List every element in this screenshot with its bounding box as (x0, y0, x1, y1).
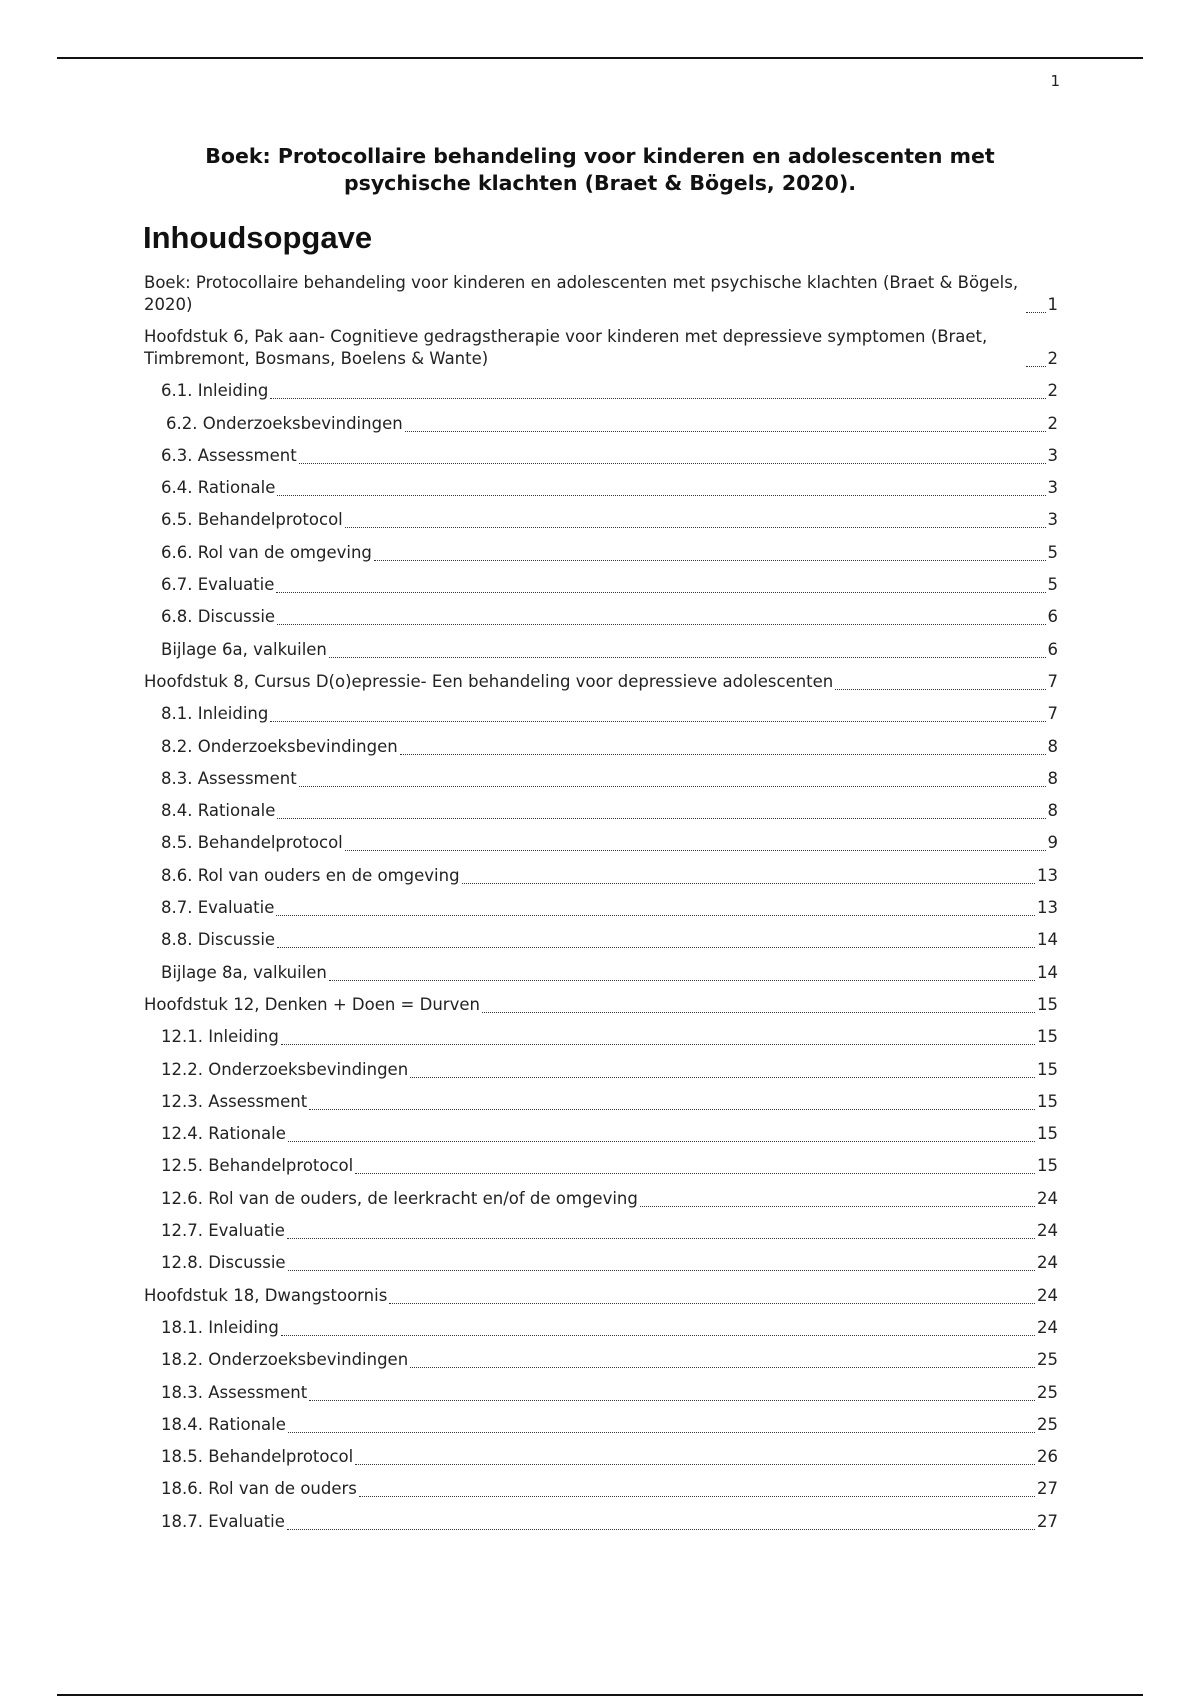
toc-entry-title: 18.5. Behandelprotocol (161, 1447, 354, 1467)
toc-entry-page: 5 (1047, 575, 1058, 595)
toc-entry-title: 18.4. Rationale (161, 1414, 286, 1434)
toc-entry-page: 13 (1037, 865, 1058, 885)
toc-entry[interactable] (144, 473, 1058, 505)
toc-entry[interactable] (144, 1442, 1058, 1474)
toc-entry[interactable] (144, 602, 1058, 634)
toc-entry-page: 15 (1037, 1156, 1058, 1176)
toc-entry-title: 6.1. Inleiding (161, 381, 269, 401)
toc-entry-page: 24 (1037, 1253, 1058, 1273)
toc-entry-page: 15 (1037, 1091, 1058, 1111)
toc-entry[interactable] (144, 634, 1058, 666)
toc-entry[interactable] (144, 1280, 1058, 1312)
toc-entry[interactable] (144, 408, 1058, 440)
dot-leader (309, 1400, 1035, 1401)
toc-entry-page: 15 (1037, 1124, 1058, 1144)
dot-leader (287, 1529, 1035, 1530)
toc-entry[interactable] (144, 1410, 1058, 1442)
toc-entry[interactable] (144, 1313, 1058, 1345)
toc-entry-title: 8.5. Behandelprotocol (161, 833, 343, 853)
toc-entry[interactable] (144, 731, 1058, 763)
toc-entry[interactable] (144, 537, 1058, 569)
dot-leader (355, 1464, 1035, 1465)
toc-entry[interactable] (144, 376, 1058, 408)
toc-entry-title: 8.6. Rol van ouders en de omgeving (161, 865, 460, 885)
toc-entry-title: 12.2. Onderzoeksbevindingen (161, 1059, 409, 1079)
dot-leader (277, 624, 1045, 625)
dot-leader (410, 1367, 1035, 1368)
toc-entry-title: 18.6. Rol van de ouders (161, 1479, 357, 1499)
toc-entry-page: 8 (1047, 801, 1058, 821)
toc-entry-title: 8.2. Onderzoeksbevindingen (161, 736, 398, 756)
toc-entry-page: 27 (1037, 1479, 1058, 1499)
toc-heading: Inhoudsopgave (143, 220, 373, 255)
toc-entry[interactable] (144, 322, 1058, 376)
toc-entry[interactable] (144, 1151, 1058, 1183)
toc-entry-title: 6.5. Behandelprotocol (161, 510, 343, 530)
toc-entry-page: 24 (1037, 1188, 1058, 1208)
toc-entry[interactable] (144, 1377, 1058, 1409)
dot-leader (276, 592, 1045, 593)
toc-entry-title: 8.3. Assessment (161, 768, 297, 788)
book-title: Boek: Protocollaire behandeling voor kinderen en adolescenten met psychische klachten (Braet & Bögels, 2020). (205, 144, 995, 195)
toc-entry[interactable] (144, 699, 1058, 731)
dot-leader (345, 850, 1046, 851)
toc-entry-title: 18.2. Onderzoeksbevindingen (161, 1350, 409, 1370)
toc-entry-title: Bijlage 6a, valkuilen (161, 639, 327, 659)
dot-leader (329, 980, 1035, 981)
dot-leader (329, 657, 1046, 658)
toc-entry-page: 24 (1037, 1285, 1058, 1305)
table-of-contents (144, 268, 1058, 1539)
toc-entry-page: 2 (1047, 349, 1058, 368)
toc-entry-title: Hoofdstuk 18, Dwangstoornis (144, 1285, 388, 1305)
footer-rule (57, 1694, 1143, 1696)
toc-entry-title: Hoofdstuk 12, Denken + Doen = Durven (144, 994, 480, 1014)
header-rule (57, 57, 1143, 59)
toc-entry-page: 24 (1037, 1221, 1058, 1241)
toc-entry-page: 5 (1047, 542, 1058, 562)
toc-entry-title: 18.7. Evaluatie (161, 1511, 285, 1531)
toc-entry-page: 3 (1047, 478, 1058, 498)
dot-leader (270, 398, 1045, 399)
toc-entry[interactable] (144, 268, 1058, 322)
toc-entry[interactable] (144, 441, 1058, 473)
page-number: 1 (1050, 72, 1060, 90)
toc-entry[interactable] (144, 1506, 1058, 1538)
dot-leader (287, 1238, 1035, 1239)
toc-entry-page: 27 (1037, 1511, 1058, 1531)
toc-entry[interactable] (144, 1022, 1058, 1054)
dot-leader (835, 689, 1045, 690)
dot-leader (345, 527, 1046, 528)
toc-entry-page: 3 (1047, 510, 1058, 530)
toc-entry-page: 14 (1037, 930, 1058, 950)
toc-entry-title: 12.6. Rol van de ouders, de leerkracht en/of de omgeving (161, 1188, 638, 1208)
toc-entry[interactable] (144, 1054, 1058, 1086)
dot-leader (276, 915, 1035, 916)
toc-entry-page: 6 (1047, 639, 1058, 659)
dot-leader (270, 721, 1045, 722)
dot-leader (389, 1303, 1035, 1304)
toc-entry-page: 3 (1047, 445, 1058, 465)
toc-entry-title: 12.7. Evaluatie (161, 1221, 285, 1241)
toc-entry-title: 8.8. Discussie (161, 930, 276, 950)
toc-entry-page: 7 (1047, 704, 1058, 724)
dot-leader (288, 1432, 1035, 1433)
toc-entry-title: 18.1. Inleiding (161, 1317, 279, 1337)
toc-entry-title: 6.6. Rol van de omgeving (161, 542, 372, 562)
toc-entry-page: 8 (1047, 736, 1058, 756)
toc-entry[interactable] (144, 1183, 1058, 1215)
toc-entry-title: 12.8. Discussie (161, 1253, 286, 1273)
toc-entry-page: 25 (1037, 1414, 1058, 1434)
toc-entry-title: 8.7. Evaluatie (161, 898, 275, 918)
dot-leader (1026, 312, 1046, 313)
dot-leader (400, 754, 1046, 755)
toc-entry-page: 1 (1047, 295, 1058, 314)
toc-entry-title: 12.4. Rationale (161, 1124, 286, 1144)
toc-entry-title: 12.3. Assessment (161, 1091, 308, 1111)
toc-entry-title: 6.2. Onderzoeksbevindingen (166, 413, 403, 433)
toc-entry[interactable] (144, 1216, 1058, 1248)
toc-entry[interactable] (144, 1119, 1058, 1151)
toc-entry-title: 8.4. Rationale (161, 801, 276, 821)
toc-entry-title: 12.5. Behandelprotocol (161, 1156, 354, 1176)
toc-entry-title: Hoofdstuk 8, Cursus D(o)epressie- Een behandeling voor depressieve adolescenten (144, 671, 834, 691)
toc-entry[interactable] (144, 570, 1058, 602)
toc-entry[interactable] (144, 1087, 1058, 1119)
toc-entry-title: 12.1. Inleiding (161, 1027, 279, 1047)
toc-entry-title: Boek: Protocollaire behandeling voor kinderen en adolescenten met psychische klachten (Braet & Bögels, 2020) (144, 273, 1019, 314)
toc-entry-page: 25 (1037, 1382, 1058, 1402)
toc-entry-page: 8 (1047, 768, 1058, 788)
toc-entry-title: 18.3. Assessment (161, 1382, 308, 1402)
dot-leader (482, 1012, 1035, 1013)
toc-entry[interactable] (144, 667, 1058, 699)
dot-leader (299, 786, 1046, 787)
toc-entry[interactable] (144, 957, 1058, 989)
dot-leader (355, 1173, 1035, 1174)
toc-entry[interactable] (144, 1248, 1058, 1280)
toc-entry-title: 6.4. Rationale (161, 478, 276, 498)
toc-entry[interactable] (144, 893, 1058, 925)
toc-entry-page: 15 (1037, 1059, 1058, 1079)
toc-entry-title: 6.3. Assessment (161, 445, 297, 465)
dot-leader (277, 947, 1035, 948)
toc-entry[interactable] (144, 1474, 1058, 1506)
dot-leader (288, 1141, 1035, 1142)
toc-entry-page: 14 (1037, 962, 1058, 982)
toc-entry-title: 8.1. Inleiding (161, 704, 269, 724)
toc-entry[interactable] (144, 505, 1058, 537)
dot-leader (309, 1109, 1035, 1110)
dot-leader (410, 1077, 1035, 1078)
dot-leader (281, 1044, 1035, 1045)
dot-leader (405, 431, 1046, 432)
toc-entry-page: 13 (1037, 898, 1058, 918)
toc-entry-page: 7 (1047, 671, 1058, 691)
dot-leader (359, 1496, 1035, 1497)
toc-entry[interactable] (144, 990, 1058, 1022)
dot-leader (640, 1206, 1035, 1207)
toc-entry-title: Hoofdstuk 6, Pak aan- Cognitieve gedragstherapie voor kinderen met depressieve symptomen (Braet, Timbremont, Bosmans, Boelens & Wante) (144, 327, 988, 368)
dot-leader (288, 1270, 1035, 1271)
toc-entry-page: 9 (1047, 833, 1058, 853)
toc-entry-page: 6 (1047, 607, 1058, 627)
toc-entry-page: 2 (1047, 413, 1058, 433)
toc-entry-title: Bijlage 8a, valkuilen (161, 962, 327, 982)
toc-entry-page: 15 (1037, 994, 1058, 1014)
toc-entry-page: 15 (1037, 1027, 1058, 1047)
toc-entry-page: 25 (1037, 1350, 1058, 1370)
toc-entry[interactable] (144, 1345, 1058, 1377)
dot-leader (277, 495, 1045, 496)
toc-entry-page: 2 (1047, 381, 1058, 401)
dot-leader (277, 818, 1045, 819)
dot-leader (1026, 366, 1046, 367)
dot-leader (374, 560, 1046, 561)
dot-leader (281, 1335, 1035, 1336)
dot-leader (299, 463, 1046, 464)
toc-entry-page: 24 (1037, 1317, 1058, 1337)
toc-entry-page: 26 (1037, 1447, 1058, 1467)
toc-entry[interactable] (144, 828, 1058, 860)
toc-entry[interactable] (144, 796, 1058, 828)
toc-entry[interactable] (144, 925, 1058, 957)
toc-entry[interactable] (144, 764, 1058, 796)
dot-leader (462, 883, 1035, 884)
toc-entry-title: 6.7. Evaluatie (161, 575, 275, 595)
toc-entry[interactable] (144, 860, 1058, 892)
toc-entry-title: 6.8. Discussie (161, 607, 276, 627)
